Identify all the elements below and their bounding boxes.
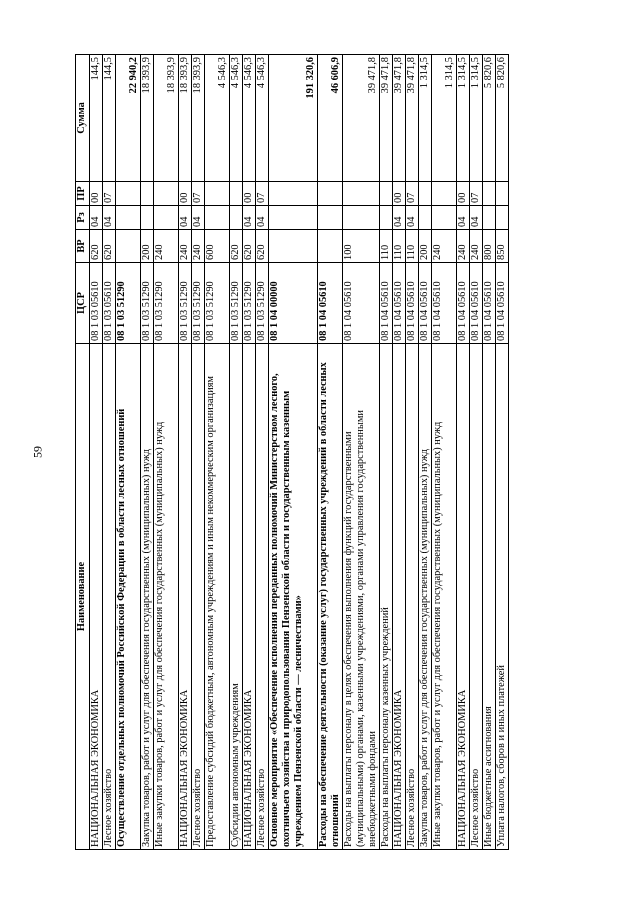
cell-vr: 110 (406, 230, 419, 263)
cell-rz (483, 206, 496, 230)
cell-pr (318, 182, 343, 206)
cell-csr: 08 1 03 51290 (205, 263, 230, 344)
header-rz: Рз (76, 206, 90, 230)
cell-name: Расходы на выплаты персоналу в целях обеспечения выполнения функций государственными (муниципальными) органами, казенными учреждениями, органами управления государственными внебюджетными фондами (343, 344, 380, 850)
header-vr: ВР (76, 230, 90, 263)
cell-sum: 1 314,5 (432, 55, 457, 182)
page-number: 59 (30, 446, 45, 458)
cell-rz (205, 206, 230, 230)
cell-vr: 110 (380, 230, 393, 263)
table-row (496, 55, 509, 850)
cell-name: Иные закупки товаров, работ и услуг для обеспечения государственных (муниципальных) нужд (154, 344, 179, 850)
table-row (154, 55, 179, 850)
cell-pr (205, 182, 230, 206)
cell-rz (116, 206, 141, 230)
cell-name: Осуществление отдельных полномочий Российской Федерации в области лесных отношений (116, 344, 141, 850)
table-row (380, 55, 393, 850)
cell-sum: 144,5 (90, 55, 103, 182)
cell-pr (432, 182, 457, 206)
cell-sum: 191 320,6 (269, 55, 318, 182)
table-row (116, 55, 141, 850)
cell-name: НАЦИОНАЛЬНАЯ ЭКОНОМИКА (179, 344, 192, 850)
header-sum: Сумма (76, 55, 90, 182)
table-row (256, 55, 269, 850)
cell-csr: 08 1 04 05610 (470, 263, 483, 344)
cell-vr: 850 (496, 230, 509, 263)
cell-rz (154, 206, 179, 230)
cell-rz: 04 (406, 206, 419, 230)
cell-pr (419, 182, 432, 206)
table-row (393, 55, 406, 850)
table-row (243, 55, 256, 850)
cell-rz (230, 206, 243, 230)
cell-vr: 100 (343, 230, 380, 263)
cell-pr: 00 (457, 182, 470, 206)
cell-sum: 5 820,6 (483, 55, 496, 182)
cell-name: Закупка товаров, работ и услуг для обеспечения государственных (муниципальных) нужд (141, 344, 154, 850)
cell-pr (380, 182, 393, 206)
cell-pr (154, 182, 179, 206)
cell-vr: 800 (483, 230, 496, 263)
header-pr: ПР (76, 182, 90, 206)
cell-vr: 240 (457, 230, 470, 263)
cell-rz: 04 (470, 206, 483, 230)
cell-pr (141, 182, 154, 206)
cell-sum: 22 940,2 (116, 55, 141, 182)
cell-pr: 00 (393, 182, 406, 206)
cell-vr (318, 230, 343, 263)
budget-table-container (75, 55, 585, 850)
cell-pr: 00 (243, 182, 256, 206)
table-row (103, 55, 116, 850)
rotated-table-area (75, 55, 585, 850)
cell-csr: 08 1 04 05610 (457, 263, 470, 344)
cell-sum: 4 546,3 (243, 55, 256, 182)
table-row (90, 55, 103, 850)
cell-vr: 200 (141, 230, 154, 263)
cell-name: НАЦИОНАЛЬНАЯ ЭКОНОМИКА (243, 344, 256, 850)
header-csr: ЦСР (76, 263, 90, 344)
cell-name: НАЦИОНАЛЬНАЯ ЭКОНОМИКА (457, 344, 470, 850)
cell-pr: 07 (103, 182, 116, 206)
cell-name: НАЦИОНАЛЬНАЯ ЭКОНОМИКА (393, 344, 406, 850)
cell-name: Расходы на выплаты персоналу казенных учреждений (380, 344, 393, 850)
cell-csr: 08 1 04 05610 (380, 263, 393, 344)
cell-sum: 39 471,8 (380, 55, 393, 182)
cell-csr: 08 1 04 05610 (419, 263, 432, 344)
cell-vr: 200 (419, 230, 432, 263)
cell-pr: 00 (90, 182, 103, 206)
cell-vr: 620 (256, 230, 269, 263)
cell-csr: 08 1 03 51290 (243, 263, 256, 344)
cell-rz (432, 206, 457, 230)
cell-pr (483, 182, 496, 206)
cell-pr (496, 182, 509, 206)
table-row (419, 55, 432, 850)
cell-pr (269, 182, 318, 206)
cell-rz (141, 206, 154, 230)
cell-rz (269, 206, 318, 230)
cell-csr: 08 1 03 51290 (179, 263, 192, 344)
table-row (343, 55, 380, 850)
table-row (406, 55, 419, 850)
cell-sum: 18 393,9 (179, 55, 192, 182)
cell-sum: 18 393,9 (141, 55, 154, 182)
cell-vr (269, 230, 318, 263)
cell-vr: 240 (154, 230, 179, 263)
cell-name: Предоставление субсидий бюджетным, автономным учреждениям и иным некоммерческим организациям (205, 344, 230, 850)
cell-rz (380, 206, 393, 230)
cell-rz: 04 (103, 206, 116, 230)
cell-csr: 08 1 04 05610 (432, 263, 457, 344)
cell-sum: 4 546,3 (230, 55, 243, 182)
cell-name: Лесное хозяйство (256, 344, 269, 850)
cell-rz: 04 (457, 206, 470, 230)
table-header-row (76, 55, 90, 850)
cell-vr: 240 (192, 230, 205, 263)
cell-name: Расходы на обеспечение деятельности (оказание услуг) государственных учреждений в области лесных отношений (318, 344, 343, 850)
cell-name: Лесное хозяйство (406, 344, 419, 850)
cell-name: Субсидии автономным учреждениям (230, 344, 243, 850)
cell-sum: 39 471,8 (406, 55, 419, 182)
table-row (470, 55, 483, 850)
cell-rz: 04 (243, 206, 256, 230)
cell-sum: 1 314,5 (419, 55, 432, 182)
cell-csr: 08 1 04 05610 (483, 263, 496, 344)
cell-name: Иные закупки товаров, работ и услуг для обеспечения государственных (муниципальных) нужд (432, 344, 457, 850)
cell-csr: 08 1 04 05610 (393, 263, 406, 344)
cell-vr: 600 (205, 230, 230, 263)
cell-rz: 04 (256, 206, 269, 230)
cell-pr (116, 182, 141, 206)
cell-sum: 18 393,9 (192, 55, 205, 182)
cell-sum: 4 546,3 (205, 55, 230, 182)
cell-sum: 18 393,9 (154, 55, 179, 182)
cell-sum: 144,5 (103, 55, 116, 182)
cell-vr: 620 (103, 230, 116, 263)
cell-csr: 08 1 03 51290 (230, 263, 243, 344)
table-row (230, 55, 243, 850)
table-row (205, 55, 230, 850)
cell-rz: 04 (90, 206, 103, 230)
cell-csr: 08 1 03 51290 (116, 263, 141, 344)
cell-rz: 04 (393, 206, 406, 230)
cell-name: Иные бюджетные ассигнования (483, 344, 496, 850)
cell-csr: 08 1 04 05610 (496, 263, 509, 344)
cell-csr: 08 1 03 05610 (103, 263, 116, 344)
table-body (90, 55, 509, 850)
cell-vr: 110 (393, 230, 406, 263)
cell-csr: 08 1 03 51290 (154, 263, 179, 344)
cell-rz (419, 206, 432, 230)
cell-name: Уплата налогов, сборов и иных платежей (496, 344, 509, 850)
cell-sum: 5 820,6 (496, 55, 509, 182)
cell-vr: 620 (243, 230, 256, 263)
table-row (192, 55, 205, 850)
cell-vr: 240 (179, 230, 192, 263)
cell-rz: 04 (179, 206, 192, 230)
table-row (432, 55, 457, 850)
cell-rz (496, 206, 509, 230)
cell-sum: 4 546,3 (256, 55, 269, 182)
cell-vr: 620 (90, 230, 103, 263)
table-row (179, 55, 192, 850)
table-row (269, 55, 318, 850)
cell-name: Лесное хозяйство (470, 344, 483, 850)
cell-csr: 08 1 04 05610 (406, 263, 419, 344)
cell-pr (343, 182, 380, 206)
cell-csr: 08 1 03 51290 (256, 263, 269, 344)
cell-rz (343, 206, 380, 230)
cell-vr (116, 230, 141, 263)
cell-vr: 240 (470, 230, 483, 263)
cell-name: Закупка товаров, работ и услуг для обеспечения государственных (муниципальных) нужд (419, 344, 432, 850)
cell-name: Лесное хозяйство (192, 344, 205, 850)
cell-name: НАЦИОНАЛЬНАЯ ЭКОНОМИКА (90, 344, 103, 850)
budget-table (75, 54, 509, 850)
table-row (457, 55, 470, 850)
cell-csr: 08 1 04 00000 (269, 263, 318, 344)
cell-vr: 240 (432, 230, 457, 263)
cell-sum: 46 606,9 (318, 55, 343, 182)
table-row (318, 55, 343, 850)
cell-name: Основное мероприятие «Обеспечение исполнения переданных полномочий Министерством лесного, охотничьего хозяйства и природопользования Пензенской области и государственным казенным учреждением Пензенской области — лесничествами» (269, 344, 318, 850)
cell-pr: 07 (470, 182, 483, 206)
table-row (483, 55, 496, 850)
cell-csr: 08 1 04 05610 (343, 263, 380, 344)
cell-vr: 620 (230, 230, 243, 263)
cell-csr: 08 1 04 05610 (318, 263, 343, 344)
cell-csr: 08 1 03 05610 (90, 263, 103, 344)
cell-pr: 07 (192, 182, 205, 206)
cell-pr (230, 182, 243, 206)
cell-sum: 39 471,8 (343, 55, 380, 182)
cell-rz: 04 (192, 206, 205, 230)
cell-csr: 08 1 03 51290 (141, 263, 154, 344)
cell-sum: 1 314,5 (457, 55, 470, 182)
cell-name: Лесное хозяйство (103, 344, 116, 850)
cell-pr: 07 (256, 182, 269, 206)
cell-csr: 08 1 03 51290 (192, 263, 205, 344)
table-row (141, 55, 154, 850)
cell-pr: 00 (179, 182, 192, 206)
cell-rz (318, 206, 343, 230)
header-name: Наименование (76, 344, 90, 850)
cell-sum: 39 471,8 (393, 55, 406, 182)
cell-sum: 1 314,5 (470, 55, 483, 182)
cell-pr: 07 (406, 182, 419, 206)
